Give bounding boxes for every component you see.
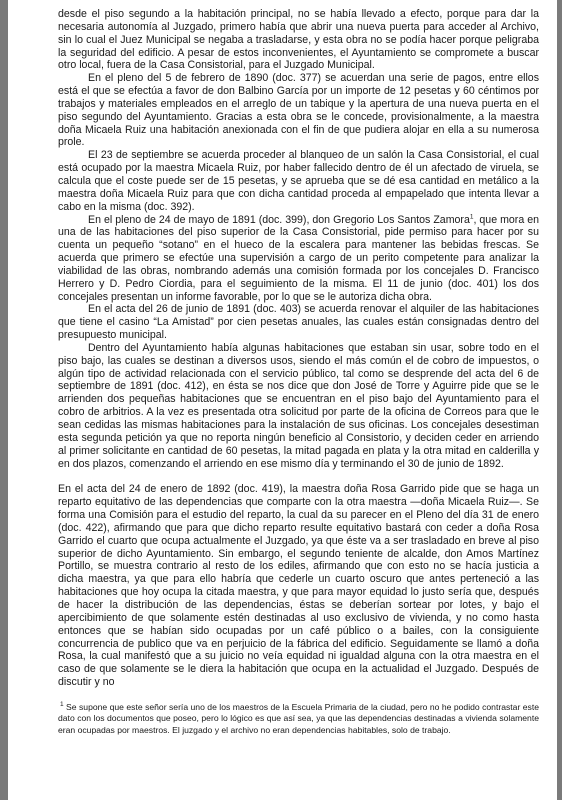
paragraph-4-end: , que mora en una de las habitaciones del piso superior de la Casa Consistorial, pide permiso para hacer por su cuenta un pequeño “sotano” en el hueco de la escalera para mantener las bebidas frescas. Se acuerda que primero se efectúe una supervisión a cargo de un perito competente para analizar la viabilidad de las obras, nombrando además una comisión formada por los concejales D. Francisco Herrero y D. Pedro Ciordia, para el seguimiento de la misma. El 11 de junio (doc. 401) los dos concejales presentan un informe favorable, por lo que se le autoriza dicha obra. (58, 213, 539, 303)
footnote-reference: 1 (469, 212, 474, 220)
paragraph-2: En el pleno del 5 de febrero de 1890 (doc. 377) se acuerdan una serie de pagos, entre ellos está el que se efectúa a favor de don Balbino García por un importe de 12 pesetas y 60 céntimos por trabajos y materiales empleados en el arreglo de un tabique y la apertura de una nueva puerta en el piso segundo del Ayuntamiento. Gracias a esta obra se le concede, provisionalmente, a la maestra doña Micaela Ruiz una habitación anexionada con el fin de que pudiera alojar en ella a su numerosa prole. (58, 72, 539, 149)
paragraph-5: En el acta del 26 de junio de 1891 (doc. 403) se acuerda renovar el alquiler de las habitaciones que tiene el casino “La Amistad” por cien pesetas anuales, las cuales están consignadas dentro del presupuesto municipal. (58, 303, 539, 342)
footnote-marker: 1 (60, 701, 64, 709)
footnote-separator (58, 689, 539, 702)
paragraph-7: En el acta del 24 de enero de 1892 (doc. 419), la maestra doña Rosa Garrido pide que se haga un reparto equitativo de las dependencias que comparte con la otra maestra —doña Micaela Ruiz—. Se forma una Comisión para el estudio del reparto, la cual da su parecer en el Pleno del día 31 de enero (doc. 422), afirmando que para que dicho reparto resulte equitativo bastará con ceder a doña Rosa Garrido el cuarto que ocupa actualmente el Juzgado, ya que éste va a ser trasladado en breve al piso superior de dicho Ayuntamiento. Sin embargo, el segundo teniente de alcalde, don Amos Martínez Portillo, se muestra contrario al resto de los ediles, afirmando que con esto no se hacía justicia a dicha maestra, ya que para ello habría que cederle un cuarto oscuro que antes perteneció a las habitaciones que hoy ocupa la citada maestra, y que para mayor equidad lo justo sería que, después de hacer la distribución de las dependencias, éstas se deberían sortear por lotes, y bajo el apercibimiento de que solamente estén destinadas al uso exclusivo de vivienda, y no como hasta entonces que se habían sido ocupadas por un café público o a bailes, con la consiguiente concurrencia de publico que va en perjuicio de la fábrica del edificio. Seguidamente se llamó a doña Rosa, la cual manifestó que a su juicio no veía equidad ni igualdad alguna con la otra maestra en el caso de que solamente se le diera la habitación que ocupa en la actualidad el Juzgado. Después de discutir y no (58, 483, 539, 689)
paragraph-1: desde el piso segundo a la habitación principal, no se había llevado a efecto, porque para dar la necesaria autonomía al Juzgado, primero había que abrir una nueva puerta para acceder al Archivo, sin lo cual el Juez Municipal se negaba a trasladarse, y esta obra no se podía hacer porque peligraba la seguridad del edificio. A pesar de estos inconvenientes, el Ayuntamiento se compromete a buscar otro local, fuera de la Casa Consistorial, para el Juzgado Municipal. (58, 8, 539, 72)
paragraph-4 (58, 214, 539, 304)
paragraph-4-start: En el pleno de 24 de mayo de 1891 (doc. 399), don Gregorio Los Santos Zamora (88, 213, 470, 226)
footnote (58, 702, 539, 736)
paragraph-spacer (58, 470, 539, 483)
document-page (8, 0, 557, 800)
paragraph-6: Dentro del Ayuntamiento había algunas habitaciones que estaban sin usar, sobre todo en el piso bajo, las cuales se destinan a diversos usos, siendo el más común el de cobro de impuestos, o algún tipo de actividad relacionada con el servicio público, tal como se desprende del acta del 6 de septiembre de 1891 (doc. 412), en ésta se nos dice que don José de Torre y Aguirre pide que se le arrienden dos pequeñas habitaciones que se encuentran en el piso bajo del Ayuntamiento para el cobro de arbitrios. A la vez es presentada otra solicitud por parte de la oficina de Correos para que le sean cedidas las mismas habitaciones para la instalación de sus oficinas. Los concejales desestiman esta segunda petición ya que no reporta ningún beneficio al Consistorio, y deciden ceder en arriendo al primer solicitante en cantidad de 60 pesetas, la mitad pagada en plata y la otra mitad en calderilla y en dos plazos, comenzando el arriendo en ese mismo día y terminando el 30 de junio de 1892. (58, 341, 539, 470)
footnote-text: Se supone que este señor sería uno de los maestros de la Escuela Primaria de la ciudad, pero no he podido contrastar este dato con los documentos que poseo, pero lo lógico es que así sea, ya que las dependencias destinadas a vivienda solamente eran ocupadas por maestros. El juzgado y el archivo no eran dependencias habitables, solo de trabajo. (58, 701, 539, 735)
paragraph-3: El 23 de septiembre se acuerda proceder al blanqueo de un salón la Casa Consistorial, el cual está ocupado por la maestra Micaela Ruiz, por haber fallecido dentro de él un afectado de viruela, se calcula que el coste puede ser de 15 pesetas, y se aprueba que se dé esa cantidad en metálico a la maestra doña Micaela Ruiz para que con dicha cantidad proceda al empapelado que intenta llevar a cabo en la misma (doc. 392). (58, 149, 539, 213)
